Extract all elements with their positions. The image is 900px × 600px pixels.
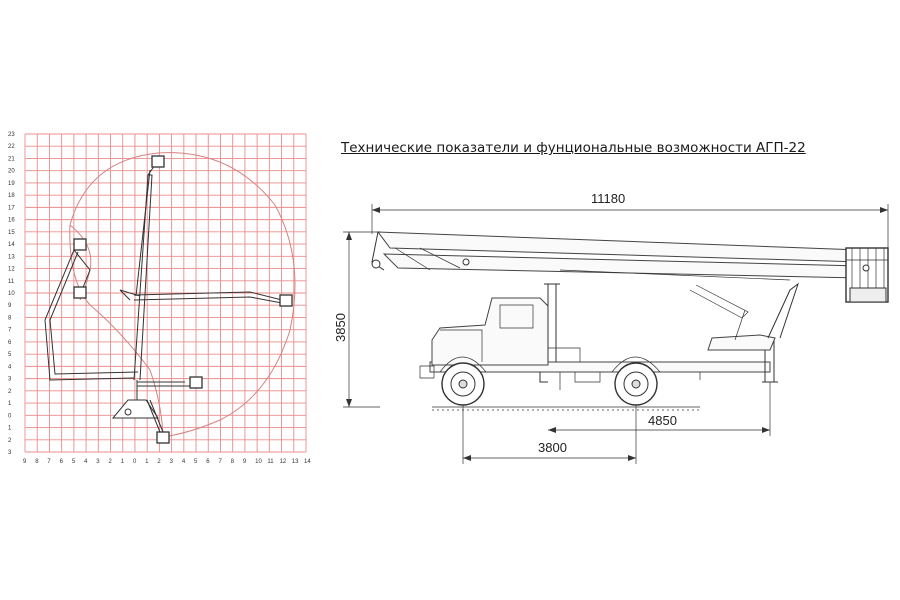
y-tick-label: 18 xyxy=(8,193,15,200)
x-tick-label: 9 xyxy=(242,459,247,465)
overall-length-label: 11180 xyxy=(591,191,626,206)
y-tick-label: 15 xyxy=(8,229,15,236)
y-tick-label: 1 xyxy=(8,425,12,432)
y-tick-label: 22 xyxy=(8,144,15,151)
x-tick-label: 4 xyxy=(181,459,186,465)
x-tick-label: 9 xyxy=(23,459,27,465)
x-tick-label: 3 xyxy=(169,459,173,465)
reach-chart xyxy=(8,132,311,465)
x-tick-label: 13 xyxy=(291,459,299,465)
x-tick-label: 14 xyxy=(304,459,311,465)
x-tick-label: 4 xyxy=(84,459,88,465)
page-title: Технические показатели и фунциональные возможности АГП-22 xyxy=(341,140,806,156)
y-tick-label: 2 xyxy=(8,437,12,444)
x-tick-label: 5 xyxy=(194,459,198,465)
x-tick-label: 6 xyxy=(206,459,210,465)
y-tick-label: 3 xyxy=(8,376,12,383)
rear-overhang-label: 4850 xyxy=(648,413,677,428)
x-tick-label: 2 xyxy=(157,459,161,465)
y-tick-label: 17 xyxy=(8,205,15,212)
y-tick-label: 3 xyxy=(8,450,12,456)
y-tick-label: 13 xyxy=(8,254,15,261)
y-tick-label: 11 xyxy=(8,278,15,285)
chart-grid xyxy=(25,134,306,452)
x-tick-label: 6 xyxy=(59,459,63,465)
x-tick-label: 12 xyxy=(279,459,287,465)
boom-positions xyxy=(45,156,292,443)
chart-x-ticks xyxy=(23,459,311,465)
y-tick-label: 8 xyxy=(8,315,12,322)
y-tick-label: 1 xyxy=(8,401,12,408)
y-tick-label: 16 xyxy=(8,217,15,224)
x-tick-label: 2 xyxy=(108,459,112,465)
x-tick-label: 3 xyxy=(96,459,100,465)
y-tick-label: 7 xyxy=(8,327,12,334)
y-tick-label: 19 xyxy=(8,180,15,187)
y-tick-label: 10 xyxy=(8,291,15,297)
x-tick-label: 8 xyxy=(230,459,235,465)
truck-cab xyxy=(432,298,548,365)
x-tick-label: 11 xyxy=(267,459,274,465)
wheelbase-label: 3800 xyxy=(538,440,567,455)
rear-wheel xyxy=(615,363,657,405)
truck-drawing xyxy=(333,191,888,464)
basket xyxy=(846,248,888,302)
dim-wheelbase xyxy=(463,405,636,464)
x-tick-label: 7 xyxy=(47,459,51,465)
y-tick-label: 2 xyxy=(8,388,12,395)
chart-y-ticks xyxy=(8,132,15,456)
front-wheel xyxy=(442,363,484,405)
main-boom xyxy=(372,232,862,280)
x-tick-label: 1 xyxy=(145,459,149,465)
y-tick-label: 12 xyxy=(8,266,15,273)
y-tick-label: 14 xyxy=(8,242,15,249)
y-tick-label: 20 xyxy=(8,168,15,175)
y-tick-label: 21 xyxy=(8,156,15,163)
x-tick-label: 5 xyxy=(71,459,76,465)
x-tick-label: 1 xyxy=(120,459,125,465)
x-tick-label: 8 xyxy=(35,459,39,465)
y-tick-label: 9 xyxy=(8,303,12,310)
height-label: 3850 xyxy=(333,313,348,342)
y-tick-label: 23 xyxy=(8,132,15,138)
y-tick-label: 6 xyxy=(8,339,12,346)
y-tick-label: 4 xyxy=(8,364,12,371)
x-tick-label: 10 xyxy=(255,459,262,465)
y-tick-label: 0 xyxy=(8,413,12,420)
dim-rear-overhang xyxy=(548,382,770,436)
x-tick-label: 0 xyxy=(132,459,137,465)
x-tick-label: 7 xyxy=(218,459,222,465)
y-tick-label: 5 xyxy=(8,352,12,359)
